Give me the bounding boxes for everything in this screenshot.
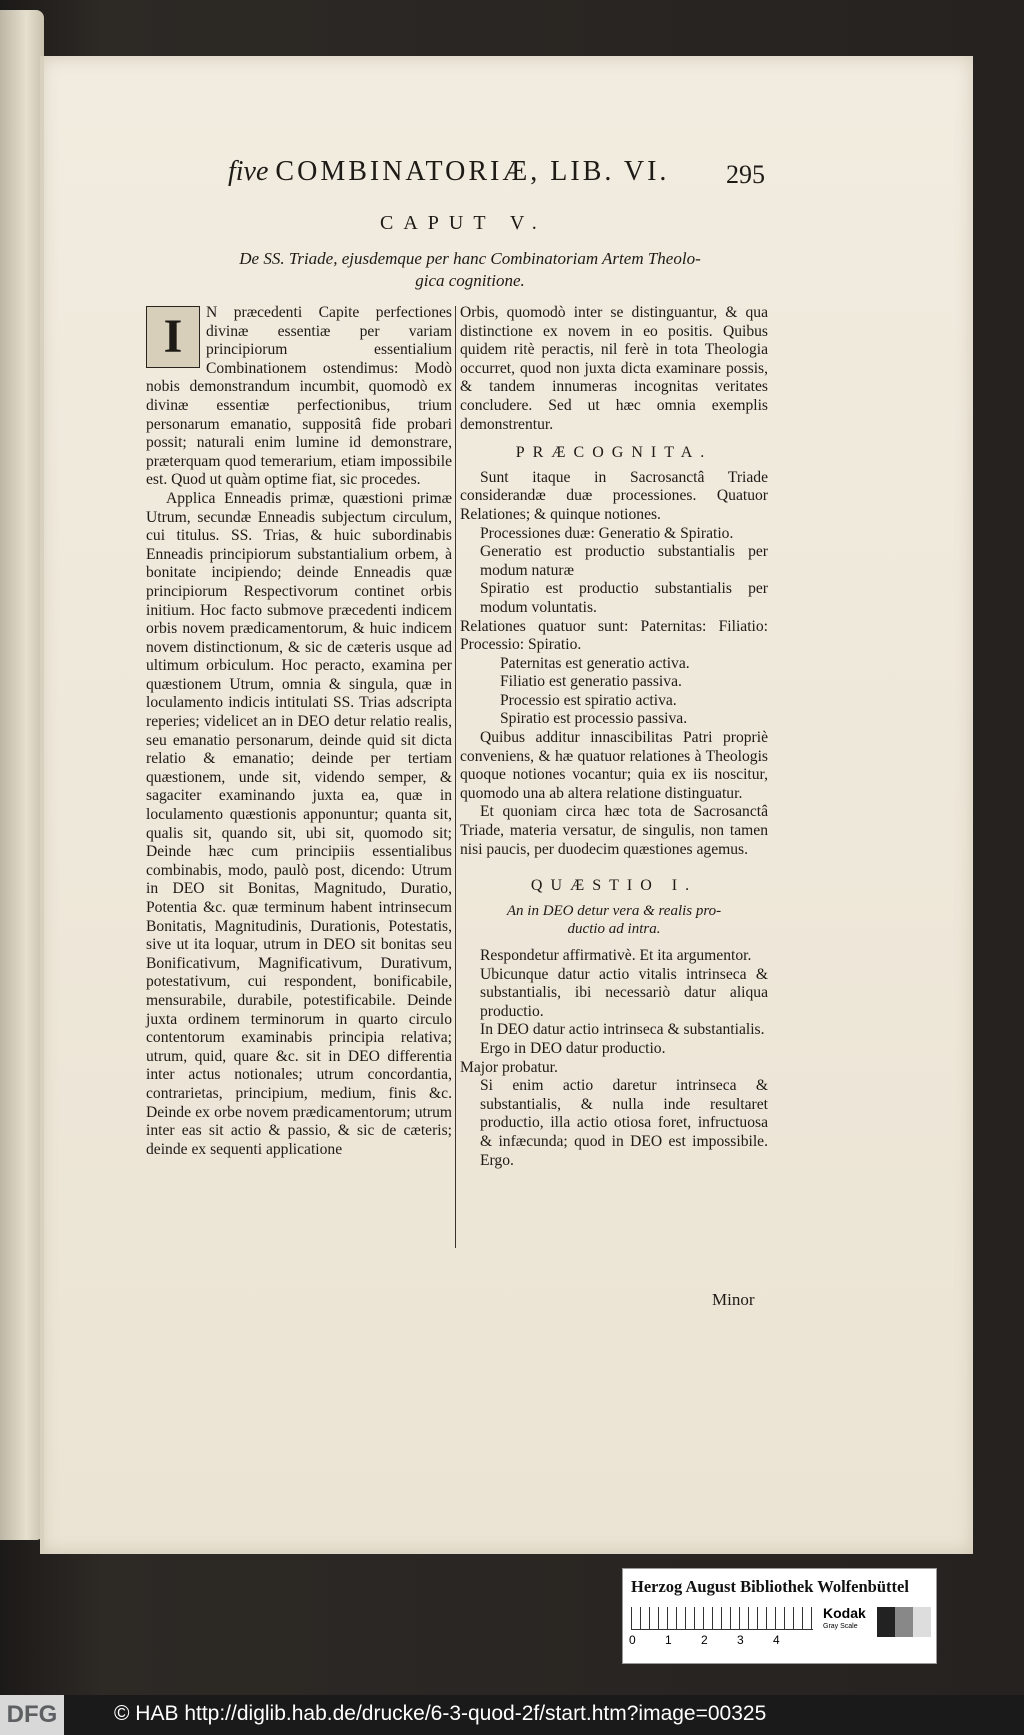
paragraph-right-3: Quibus additur innascibilitas Patri propriè conveniens, & hæ quatuor relationes à Theologis quoque notiones vocantur; quia ex iis noscitur, quomodo una ab altera relatione distinguatur. bbox=[460, 729, 768, 802]
right-column bbox=[460, 304, 768, 1170]
chapter-subtitle-line-2: gica cognitione. bbox=[415, 271, 525, 290]
paragraph-right-2: Sunt itaque in Sacrosanctâ Triade considerandæ duæ processiones. Quatuor Relationes; & quinque notiones. bbox=[460, 468, 768, 523]
kodak-brand: Kodak bbox=[823, 1605, 866, 1621]
section-heading-praecognita: PRÆCOGNITA. bbox=[515, 444, 713, 462]
catchword: Minor bbox=[712, 1290, 755, 1309]
paragraph-left-2: Applica Enneadis primæ, quæstioni primæ Utrum, secundæ Enneadis subjectum circulum, cui titulus. SS. Trias, & huic subordinabis Enneadis principiorum substantialium orbem, à bonitate incipiendo; deinde Enneadis quæ principiorum Respectivorum continet orbis initium. Hoc facto submove præcedenti indicem orbis novem prædicamentorum, & huic indicem novem distinctionum, & sic de cæteris usque ad ultimum orbiculum. Hoc peracto, examina per quæstionem Utrum, omnia & singula, quæ in loculamento indicis intitulati SS. Trias adscripta reperies; videlicet an in DEO detur relatio realis, seu emanatio personarum, deinde quid sit dicta relatio & emanatio; deinde per tertiam quæstionem, unde sit, videndo semper, & sagaciter examinando juxta ea, quæ in loculamento quæstionis apponuntur; quanta sit, qualis sit, quando sit, ubi sit, quomodo sit; Deinde hæc cum principiis essentialibus combinabis, modo, paulò post, dicendo: Utrum in DEO sit Bonitas, Magnitudo, Duratio, Potentia &c. quæ terminum habent intrinsecum Bonitatis, Magnitudinis, Durationis, Potestatis, sive ut ita loquar, utrum in DEO sit bonitas seu Bonificativum, Magnificativum, Durativum, potestativum, cui respondent, bonificabile, mensurabile, durabile, potestificabile. Deinde juxta ordinem terminorum in quarto circulo contentorum examinabis principia relativa; utrum, quid, quare &c. sit in DEO differentia inter actus notionales; utrum concordantia, contrarietas, principium, medium, finis &c. Deinde ex orbe novem prædicamentorum; utrum inter eas sit actio & passio, & sic de cæteris; deinde ex sequenti applicatione bbox=[146, 489, 452, 1158]
paragraph-right-4: Et quoniam circa hæc tota de Sacrosanctâ Triade, materia versatur, de singulis, non tamen nisi paucis, per duodecim quæstiones agemus. bbox=[460, 803, 768, 858]
kodak-grayscale bbox=[823, 1605, 927, 1645]
scale-ruler bbox=[631, 1607, 813, 1630]
paragraph-right-5: Respondetur affirmativè. Et ita argumentor. bbox=[480, 947, 752, 964]
chapter-subtitle-line-1: De SS. Triade, ejusdemque per hanc Combinatoriam Artem Theolo- bbox=[239, 249, 701, 268]
page-number: 295 bbox=[726, 160, 765, 189]
page-gutter bbox=[40, 56, 44, 1554]
list-item-filiatio: Filiatio est generatio passiva. bbox=[500, 673, 682, 691]
left-column bbox=[146, 304, 452, 1159]
library-name: Herzog August Bibliothek Wolfenbüttel bbox=[631, 1577, 909, 1596]
paragraph-right-6: Si enim actio daretur intrinseca & substantialis, & nulla inde resultaret productio, illa actio otiosa foret, infructuosa & infæcunda; quod in DEO est impossibile. Ergo. bbox=[480, 1077, 768, 1169]
copyright-url[interactable]: © HAB http://diglib.hab.de/drucke/6-3-quod-2f/start.htm?image=00325 bbox=[114, 1702, 767, 1725]
paragraph-right-1: Orbis, quomodò inter se distinguantur, & qua distinctione ex novem in eo positis. Quibus quidem ritè peractis, nil ferè in tota Theologia occurret, quod non juxta dicta examinare possis, & tandem innumeras incognitas veritates concludere. Sed ut hæc omnia exemplis demonstrentur. bbox=[460, 304, 768, 433]
previous-page-edge bbox=[0, 10, 44, 1540]
gray-swatch-mid bbox=[895, 1607, 913, 1637]
list-item-processiones: Processiones duæ: Generatio & Spiratio. bbox=[480, 524, 734, 542]
major-probatur: Major probatur. bbox=[460, 1058, 558, 1076]
footer-bar bbox=[0, 1695, 1024, 1735]
ruler-numbers: 0 1 2 3 4 bbox=[629, 1633, 780, 1647]
section-heading-quaestio: QUÆSTIO I. bbox=[530, 877, 698, 895]
dfg-logo: DFG bbox=[0, 1695, 64, 1735]
list-item-spiratio-passiva: Spiratio est processio passiva. bbox=[500, 710, 688, 728]
gray-scale-label: Gray Scale bbox=[823, 1623, 858, 1630]
syllogism-conclusion: Ergo in DEO datur productio. bbox=[480, 1039, 666, 1057]
paragraph-left-1: N præcedenti Capite perfectiones divinæ essentiæ per variam principiorum essentialium Combinationem ostendimus: Modò nobis demonstrandum incumbit, quomodò ex divinæ essentiæ perfectionibus, trium personarum emanatio, suppositâ fide probari possit; naturali enim lumine id demonstrare, præterquam quod temerarium, etiam impossibile est. Quod ut quàm optime fiat, sic procedes. bbox=[146, 304, 452, 489]
running-head-prefix: five bbox=[228, 156, 269, 187]
chapter-subtitle bbox=[210, 248, 730, 292]
list-item-relationes: Relationes quatuor sunt: Paternitas: Filiatio: Processio: Spiratio. bbox=[460, 617, 768, 654]
question-title-line-1: An in DEO detur vera & realis pro- bbox=[506, 902, 722, 919]
syllogism-major: Ubicunque datur actio vitalis intrinseca & substantialis, ibi necessariò datur aliqua productio. bbox=[480, 965, 768, 1020]
question-title-line-2: ductio ad intra. bbox=[567, 921, 661, 938]
syllogism-minor: In DEO datur actio intrinseca & substantialis. bbox=[480, 1021, 765, 1039]
list-item-paternitas: Paternitas est generatio activa. bbox=[500, 654, 690, 672]
list-item-generatio: Generatio est productio substantialis per modum naturæ bbox=[480, 543, 768, 579]
column-divider bbox=[455, 306, 456, 1248]
list-item-spiratio: Spiratio est productio substantialis per modum voluntatis. bbox=[480, 580, 768, 616]
drop-cap bbox=[146, 306, 200, 368]
chapter-title: CAPUT V. bbox=[380, 212, 547, 234]
question-title bbox=[460, 902, 768, 939]
drop-cap-letter: I bbox=[163, 310, 183, 363]
list-item-processio: Processio est spiratio activa. bbox=[500, 691, 677, 709]
library-color-target bbox=[622, 1568, 937, 1664]
running-head bbox=[228, 156, 748, 196]
running-head-title: COMBINATORIÆ, LIB. VI. bbox=[275, 156, 670, 187]
gray-swatch-light bbox=[913, 1607, 931, 1637]
gray-swatch-dark bbox=[877, 1607, 895, 1637]
